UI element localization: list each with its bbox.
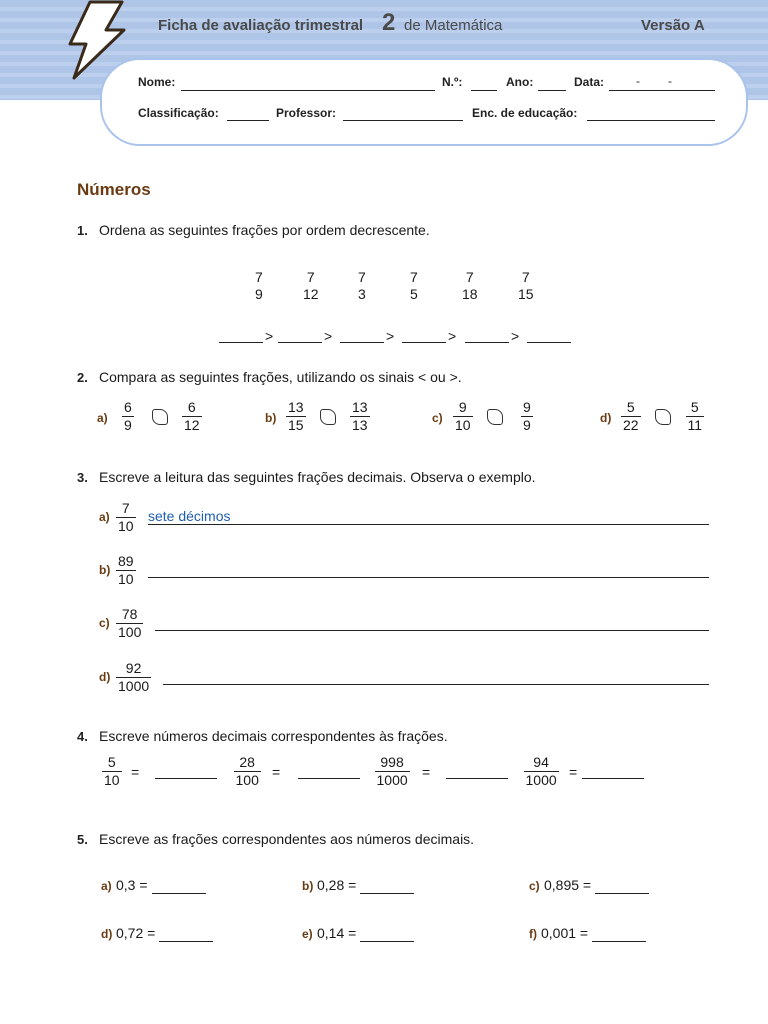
fraction-blank[interactable] <box>360 941 414 942</box>
question-number: 4. <box>77 729 88 744</box>
sheet-title: Ficha de avaliação trimestral <box>158 17 364 34</box>
numerator: 5 <box>107 754 116 770</box>
student-info-box <box>100 58 748 146</box>
reading-line[interactable] <box>148 577 709 578</box>
greater-than-sign: > <box>324 328 333 344</box>
order-blank[interactable] <box>340 342 384 343</box>
guardian-label: Enc. de educação: <box>472 106 578 120</box>
fraction <box>621 399 641 434</box>
numerator: 7 <box>255 269 263 285</box>
denominator: 100 <box>235 772 259 788</box>
decimal-value: 0,895 = <box>544 877 592 893</box>
denominator: 12 <box>303 286 319 302</box>
question-text: Ordena as seguintes frações por ordem decrescente. <box>99 222 430 238</box>
numerator: 7 <box>465 269 474 285</box>
item-label: e) <box>302 927 313 941</box>
fraction <box>516 269 536 303</box>
fraction <box>301 269 321 303</box>
guardian-field[interactable] <box>587 119 715 121</box>
fraction-blank[interactable] <box>592 941 646 942</box>
question-number: 5. <box>77 832 88 847</box>
teacher-label: Professor: <box>276 106 337 120</box>
denominator: 1000 <box>118 678 150 694</box>
fraction <box>524 754 559 789</box>
decimal-blank[interactable] <box>298 778 360 779</box>
item-label: d) <box>101 927 113 941</box>
fraction-blank[interactable] <box>360 893 414 894</box>
numerator: 13 <box>352 399 368 415</box>
decimal-blank[interactable] <box>155 778 217 779</box>
denominator: 100 <box>118 624 142 640</box>
question-text: Escreve as frações correspondentes aos números decimais. <box>99 831 475 847</box>
date-separator: - <box>668 74 672 88</box>
numerator: 9 <box>523 399 531 415</box>
reading-line[interactable] <box>155 630 709 631</box>
order-blank[interactable] <box>402 342 446 343</box>
denominator: 3 <box>358 286 366 302</box>
decimal-value: 0,28 = <box>317 877 357 893</box>
fraction <box>453 399 473 434</box>
item-label: b) <box>265 411 277 425</box>
item-label: c) <box>432 411 443 425</box>
fraction-blank[interactable] <box>595 893 649 894</box>
numerator: 7 <box>358 269 366 285</box>
numerator: 89 <box>118 553 134 569</box>
fraction <box>350 399 370 434</box>
numerator: 7 <box>521 269 530 285</box>
denominator: 22 <box>623 417 639 433</box>
comparison-box[interactable] <box>320 409 336 425</box>
fraction <box>116 553 136 588</box>
comparison-box[interactable] <box>152 409 168 425</box>
fraction <box>375 754 410 789</box>
item-label: a) <box>99 510 110 524</box>
example-answer: sete décimos <box>148 508 231 524</box>
fraction <box>521 399 533 434</box>
numerator: 9 <box>458 399 467 415</box>
fraction <box>408 269 420 303</box>
fraction <box>286 399 306 434</box>
numerator: 28 <box>239 754 255 770</box>
greater-than-sign: > <box>386 328 395 344</box>
date-field[interactable] <box>609 89 715 91</box>
item-label: c) <box>99 616 110 630</box>
item-label: d) <box>600 411 612 425</box>
denominator: 10 <box>455 417 471 433</box>
section-title: Números <box>77 180 151 199</box>
greater-than-sign: > <box>448 328 457 344</box>
fraction <box>122 399 134 434</box>
fraction-blank[interactable] <box>152 893 206 894</box>
fraction-blank[interactable] <box>159 941 213 942</box>
decimal-blank[interactable] <box>582 778 644 779</box>
denominator: 5 <box>410 286 418 302</box>
numerator: 7 <box>410 269 418 285</box>
item-label: f) <box>529 927 537 941</box>
denominator: 1000 <box>376 772 408 788</box>
reading-line[interactable] <box>148 524 709 525</box>
denominator: 15 <box>288 417 304 433</box>
denominator: 1000 <box>525 772 557 788</box>
greater-than-sign: > <box>511 328 520 344</box>
question-number: 1. <box>77 223 88 238</box>
numerator: 998 <box>380 754 404 770</box>
name-label: Nome: <box>138 75 176 89</box>
numerator: 78 <box>121 606 138 622</box>
denominator: 9 <box>124 417 132 433</box>
greater-than-sign: > <box>265 328 274 344</box>
fraction <box>116 660 151 695</box>
item-label: d) <box>99 670 111 684</box>
item-label: a) <box>101 879 112 893</box>
numerator: 7 <box>121 500 130 516</box>
numerator: 6 <box>124 399 132 415</box>
numerator: 7 <box>306 269 315 285</box>
reading-line[interactable] <box>163 684 709 685</box>
item-label: a) <box>97 411 108 425</box>
sheet-version: Versão A <box>641 17 705 34</box>
date-separator: - <box>636 74 640 88</box>
equals-sign: = <box>272 764 281 780</box>
grade-label: Classificação: <box>138 106 219 120</box>
grade-field[interactable] <box>227 119 269 121</box>
decimal-value: 0,001 = <box>541 925 589 941</box>
equals-sign: = <box>422 764 431 780</box>
comparison-box[interactable] <box>655 409 671 425</box>
fraction <box>182 399 202 434</box>
denominator: 13 <box>352 417 368 433</box>
question-number: 2. <box>77 370 88 385</box>
number-field[interactable] <box>471 89 497 91</box>
order-blank[interactable] <box>527 342 571 343</box>
fraction <box>460 269 480 303</box>
question-text: Compara as seguintes frações, utilizando os sinais < ou >. <box>99 369 462 385</box>
comparison-box[interactable] <box>487 409 503 425</box>
denominator: 9 <box>255 286 263 302</box>
year-field[interactable] <box>538 89 566 91</box>
denominator: 10 <box>118 571 134 587</box>
numerator: 94 <box>533 754 549 770</box>
numerator: 13 <box>288 399 304 415</box>
fraction <box>253 269 265 303</box>
numerator: 5 <box>626 399 635 415</box>
fraction <box>102 754 122 789</box>
denominator: 10 <box>104 772 120 788</box>
name-field[interactable] <box>181 89 435 91</box>
decimal-blank[interactable] <box>446 778 508 779</box>
denominator: 10 <box>118 518 134 534</box>
fraction <box>116 500 136 535</box>
denominator: 11 <box>687 417 703 433</box>
fraction <box>356 269 368 303</box>
question-text: Escreve números decimais correspondentes às frações. <box>99 728 448 744</box>
decimal-value: 0,3 = <box>116 877 148 893</box>
denominator: 18 <box>462 286 478 302</box>
equals-sign: = <box>131 764 140 780</box>
sheet-subject: de Matemática <box>404 17 503 34</box>
numerator: 92 <box>125 660 142 676</box>
fraction <box>686 399 705 434</box>
denominator: 12 <box>184 417 200 433</box>
fraction <box>234 754 261 789</box>
year-label: Ano: <box>506 75 534 89</box>
question-text: Escreve a leitura das seguintes frações decimais. Observa o exemplo. <box>99 469 536 485</box>
equals-sign: = <box>569 764 578 780</box>
date-label: Data: <box>574 75 605 89</box>
denominator: 15 <box>518 286 534 302</box>
sheet-number: 2 <box>382 9 396 36</box>
fraction <box>116 606 143 641</box>
item-label: b) <box>302 879 314 893</box>
item-label: c) <box>529 879 540 893</box>
decimal-value: 0,14 = <box>317 925 357 941</box>
order-blank[interactable] <box>465 342 509 343</box>
item-label: b) <box>99 563 111 577</box>
order-blank[interactable] <box>219 342 263 343</box>
order-blank[interactable] <box>278 342 322 343</box>
numerator: 5 <box>690 399 699 415</box>
teacher-field[interactable] <box>343 119 463 121</box>
denominator: 9 <box>523 417 531 433</box>
decimal-value: 0,72 = <box>116 925 156 941</box>
numerator: 6 <box>187 399 196 415</box>
question-number: 3. <box>77 470 88 485</box>
number-label: N.º: <box>442 75 463 89</box>
